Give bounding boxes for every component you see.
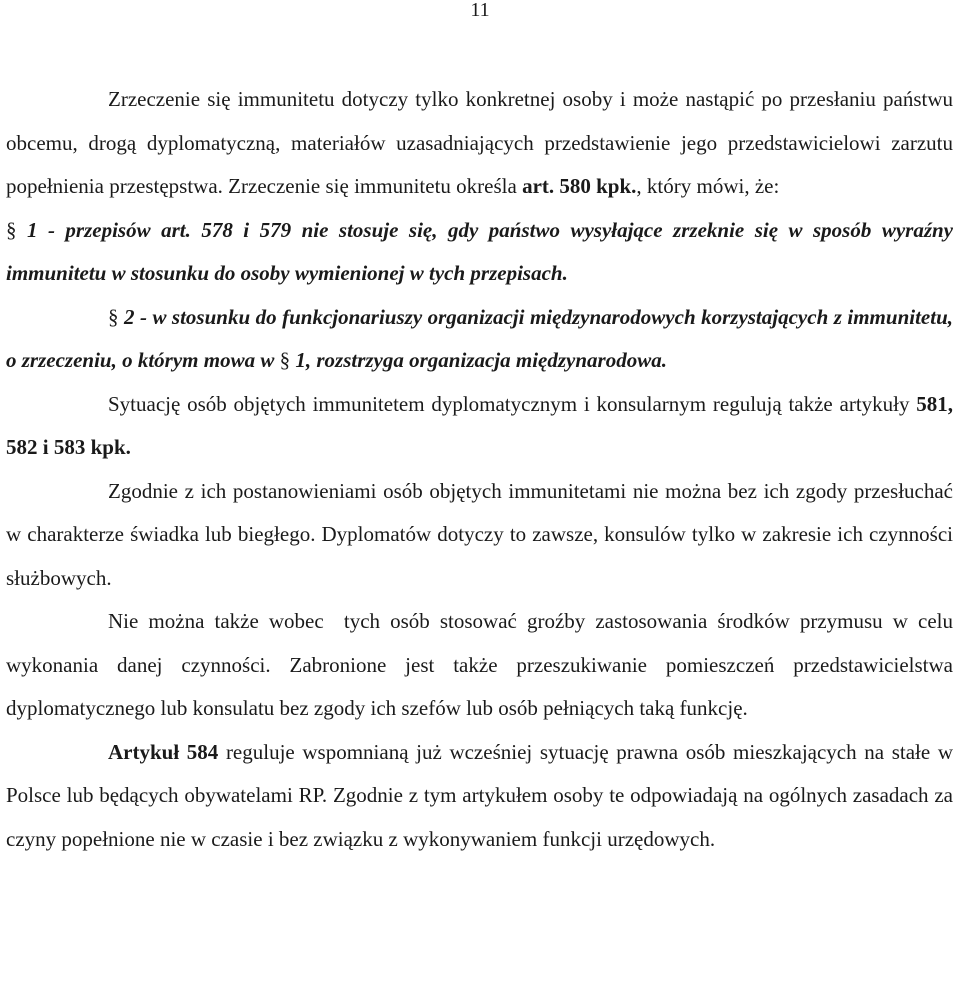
paragraph-text: Sytuację osób objętych immunitetem dyplomatycznym i konsularnym regulują także artykuły xyxy=(108,391,917,416)
paragraph-text: Zrzeczenie się immunitetu dotyczy tylko konkretnej osoby i może nastąpić po przesłaniu państwu obcemu, drogą dyplomatyczną, materiałów uzasadniających przedstawienie jego przedstawicielowi zarzutu popełnienia przestępstwa. Zrzeczenie się immunitetu określa xyxy=(6,87,953,198)
paragraph-article-584 xyxy=(6,731,953,862)
paragraph-interrogation xyxy=(6,470,953,601)
paragraph-text: reguluje wspomnianą już wcześniej sytuację prawna osób mieszkających na stałe w Polsce lub będących obywatelami RP. Zgodnie z tym artykułem osoby te odpowiadają na ogólnych zasadach za czyny popełnione nie w czasie i bez związku z wykonywaniem funkcji urzędowych. xyxy=(6,739,953,851)
quote-text: 2 - w stosunku do funkcjonariuszy organizacji międzynarodowych korzystających z immunitetu, o zrzeczeniu, o którym mowa w xyxy=(6,304,953,372)
article-reference: art. 580 kpk. xyxy=(522,174,637,198)
article-reference: Artykuł 584 xyxy=(108,739,219,764)
paragraph-coercion xyxy=(6,600,959,731)
page-number: 11 xyxy=(470,0,490,21)
quote-text: 1, rozstrzyga organizacja międzynarodowa. xyxy=(290,348,667,372)
paragraph-tail: , który mówi, że: xyxy=(636,174,780,198)
paragraph-articles xyxy=(6,383,953,470)
quote-section-1 xyxy=(6,209,953,296)
articles-reference: 581, 582 i 583 kpk. xyxy=(6,391,953,459)
quote-section-2 xyxy=(6,296,953,383)
quote-text: 1 - przepisów art. 578 i 579 nie stosuje się, gdy państwo wysyłające zrzeknie się w sposób wyraźny immunitetu w stosunku do osoby wymienionej w tych przepisach. xyxy=(6,217,953,285)
document-body xyxy=(6,78,959,861)
paragraph-waiver xyxy=(6,78,953,209)
section-sign-icon: § xyxy=(108,304,119,329)
paragraph-text: Nie można także wobec tych osób stosować groźby zastosowania środków przymusu w celu wykonania danej czynności. Zabronione jest także przeszukiwanie pomieszczeń przedstawicielstwa dyplomatycznego lub konsulatu bez zgody ich szefów lub osób pełniących taką funkcję. xyxy=(6,609,959,720)
section-sign-icon: § xyxy=(6,217,17,242)
section-sign-icon: § xyxy=(279,348,291,372)
paragraph-text: Zgodnie z ich postanowieniami osób objętych immunitetami nie można bez ich zgody przesłuchać w charakterze świadka lub biegłego. Dyplomatów dotyczy to zawsze, konsulów tylko w zakresie ich czynności służbowych. xyxy=(6,478,953,590)
